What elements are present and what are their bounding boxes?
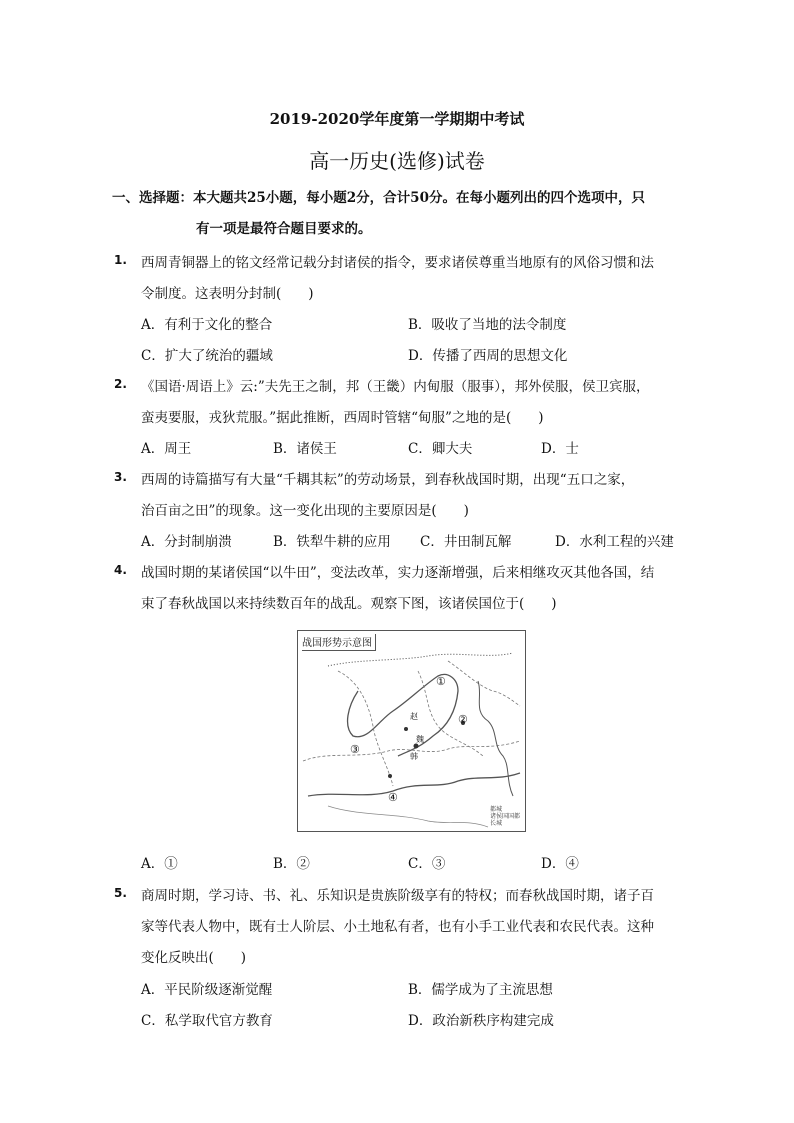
question-2-option-b[interactable]: B．诸侯王 [273, 441, 337, 457]
question-5-line2: 家等代表人物中，既有士人阶层、小土地私有者，也有小手工业代表和农民代表。这种 [141, 919, 654, 935]
question-3-option-b[interactable]: B．铁犁牛耕的应用 [273, 534, 391, 550]
question-5-option-d[interactable]: D．政治新秩序构建完成 [408, 1013, 554, 1029]
question-5-number: 5. [114, 886, 127, 900]
map-label-han: 韩 [410, 752, 418, 761]
legend-capital: 都城 [489, 806, 502, 813]
question-3-line2: 治百亩之田”的现象。这一变化出现的主要原因是( ) [141, 503, 469, 519]
map-label-zhao: 赵 [410, 712, 418, 721]
question-2-option-c[interactable]: C．卿大夫 [408, 441, 473, 457]
map-label-wei: 魏 [416, 735, 424, 744]
question-1-option-d[interactable]: D．传播了西周的思想文化 [408, 348, 568, 364]
map-marker-2: ② [458, 713, 468, 726]
question-2-option-a[interactable]: A．周王 [141, 441, 192, 457]
question-4-option-a[interactable]: A．① [141, 856, 178, 872]
question-2-line2: 蛮夷要服，戎狄荒服。”据此推断，西周时管辖“甸服”之地的是( ) [141, 410, 544, 426]
question-2-number: 2. [114, 377, 127, 391]
question-1-option-c[interactable]: C．扩大了统治的疆域 [141, 348, 273, 364]
question-4-option-b[interactable]: B．② [273, 856, 310, 872]
question-3-option-d[interactable]: D．水利工程的兴建 [555, 534, 674, 550]
legend-state-capital: 诸侯国国都 [489, 813, 520, 820]
question-4-option-d[interactable]: D．④ [541, 856, 579, 872]
section-heading-line2: 有一项是最符合题目要求的。 [196, 221, 372, 237]
exam-subtitle: 高一历史(选修)试卷 [309, 149, 485, 173]
question-5-option-b[interactable]: B．儒学成为了主流思想 [408, 982, 553, 998]
map-legend [490, 806, 520, 827]
question-4-line1: 战国时期的某诸侯国“以牛田”，变法改革，实力逐渐增强，后来相继攻灭其他各国，结 [141, 565, 655, 581]
map-title: 战国形势示意图 [302, 634, 376, 651]
section-heading-line1: 一、选择题：本大题共25小题，每小题2分，合计50分。在每小题列出的四个选项中，只 [112, 190, 645, 206]
question-2-option-d[interactable]: D．士 [541, 441, 579, 457]
question-1-option-a[interactable]: A．有利于文化的整合 [141, 317, 273, 333]
map-marker-1: ① [436, 675, 446, 688]
map-drawing [298, 631, 525, 831]
question-3-option-c[interactable]: C．井田制瓦解 [420, 534, 512, 550]
question-1-option-b[interactable]: B．吸收了当地的法令制度 [408, 317, 567, 333]
question-4-option-c[interactable]: C．③ [408, 856, 446, 872]
question-2-line1: 《国语·周语上》云:”夫先王之制，邦（王畿）内甸服（服事），邦外侯服，侯卫宾服， [141, 379, 650, 395]
exam-title: 2019-2020学年度第一学期期中考试 [269, 110, 525, 128]
question-3-number: 3. [114, 470, 127, 484]
question-1-line1: 西周青铜器上的铭文经常记载分封诸侯的指令，要求诸侯尊重当地原有的风俗习惯和法 [141, 255, 654, 271]
legend-great-wall: 长城 [489, 820, 502, 827]
question-3-line1: 西周的诗篇描写有大量“千耦其耘”的劳动场景，到春秋战国时期，出现“五口之家， [141, 472, 635, 488]
question-4-line2: 束了春秋战国以来持续数百年的战乱。观察下图，该诸侯国位于( ) [141, 596, 557, 612]
warring-states-map [297, 630, 526, 832]
question-1-number: 1. [114, 253, 127, 267]
question-5-option-a[interactable]: A．平民阶级逐渐觉醒 [141, 982, 273, 998]
question-4-number: 4. [114, 563, 127, 577]
question-5-line3: 变化反映出( ) [141, 950, 247, 966]
question-1-line2: 令制度。这表明分封制( ) [141, 286, 314, 302]
question-5-option-c[interactable]: C．私学取代官方教育 [141, 1013, 273, 1029]
question-3-option-a[interactable]: A．分封制崩溃 [141, 534, 232, 550]
map-marker-3: ③ [350, 743, 360, 756]
map-marker-4: ④ [388, 791, 398, 804]
question-5-line1: 商周时期，学习诗、书、礼、乐知识是贵族阶级享有的特权；而春秋战国时期，诸子百 [141, 888, 654, 904]
